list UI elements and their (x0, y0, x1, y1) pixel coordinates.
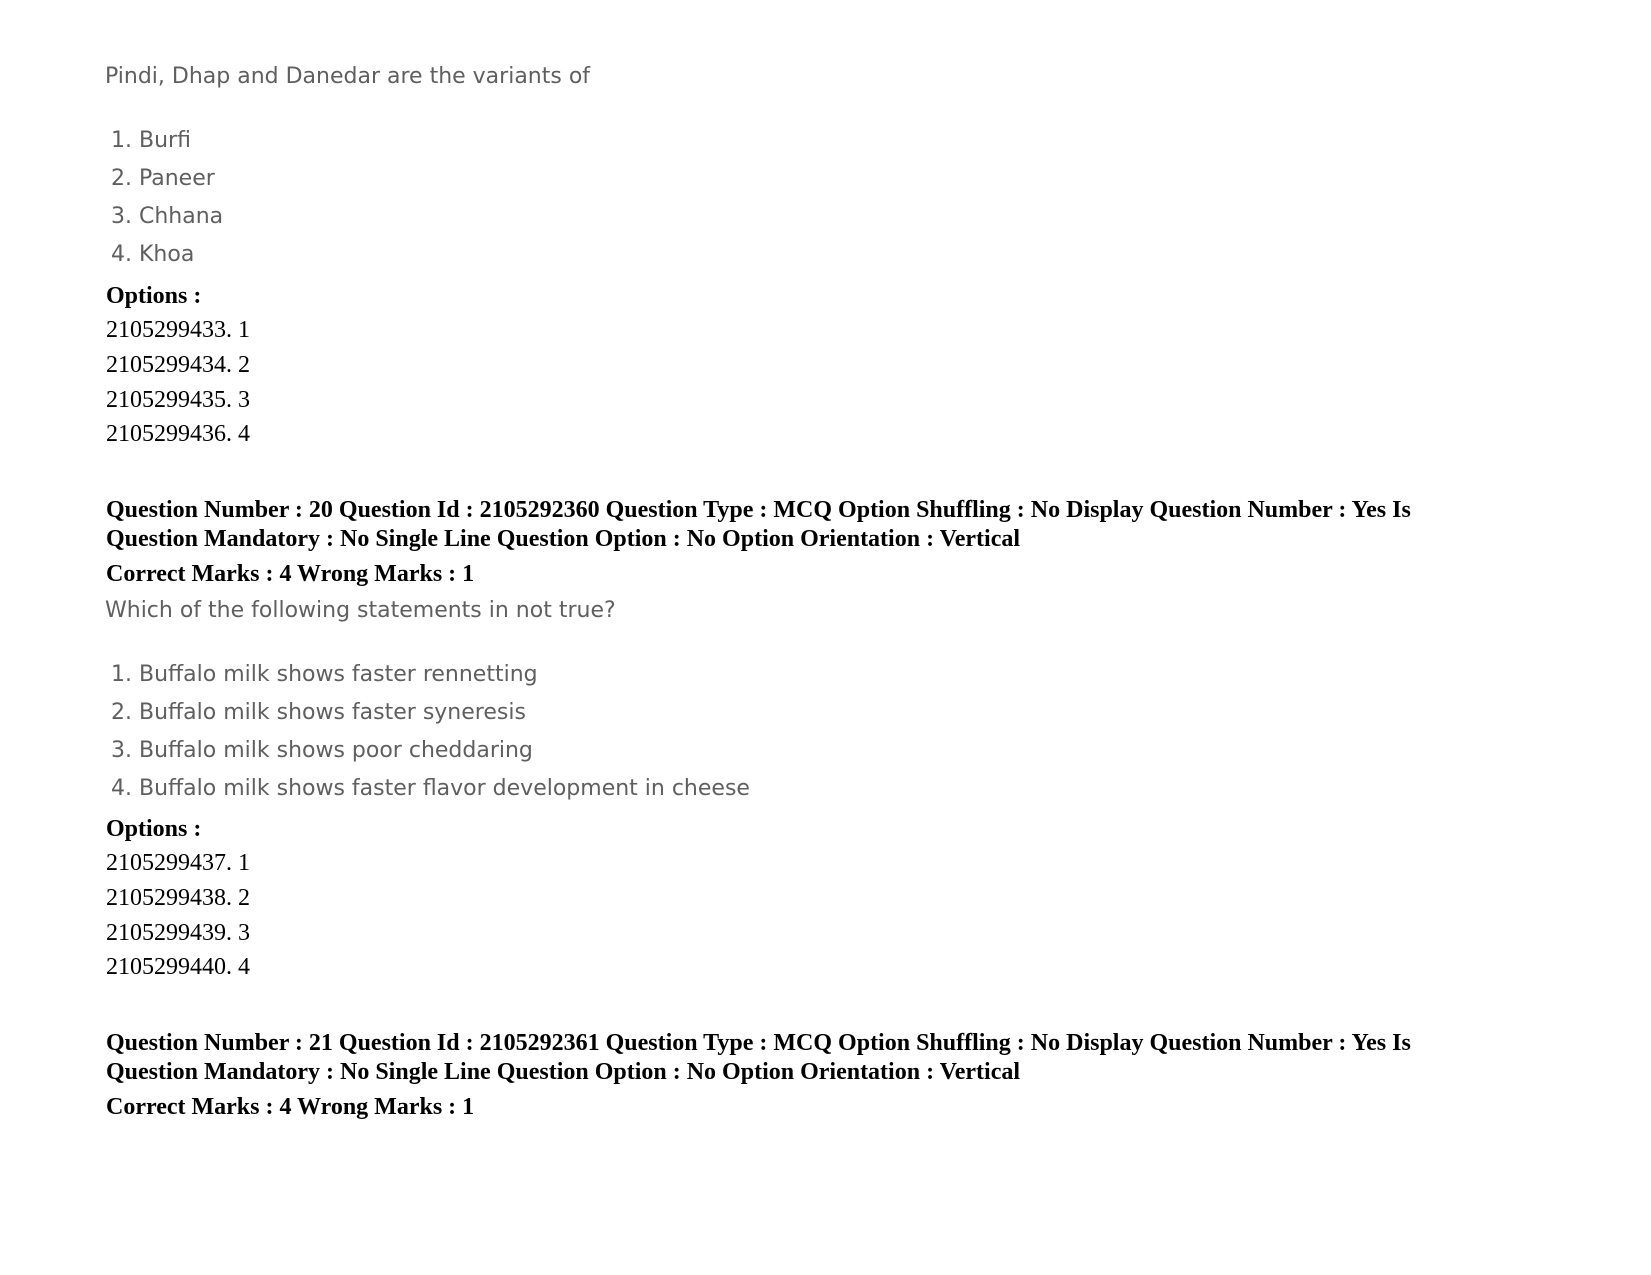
choice-item: 3. Buffalo milk shows poor cheddaring (111, 738, 533, 763)
choice-item: 2. Buffalo milk shows faster syneresis (111, 700, 526, 725)
options-label: Options : (106, 283, 202, 309)
options-label: Options : (106, 816, 202, 842)
choice-item: 2. Paneer (111, 166, 215, 191)
option-item: 2105299440. 4 (106, 954, 250, 980)
choice-item: 3. Chhana (111, 204, 224, 229)
choice-item: 1. Buffalo milk shows faster rennetting (111, 662, 538, 687)
question-stem: Which of the following statements in not true? (105, 598, 616, 623)
question-header-line: Question Number : 20 Question Id : 2105292360 Question Type : MCQ Option Shuffling : No Display Question Number : Yes Is (106, 497, 1411, 523)
option-item: 2105299435. 3 (106, 387, 250, 413)
question-header-line: Question Number : 21 Question Id : 2105292361 Question Type : MCQ Option Shuffling : No Display Question Number : Yes Is (106, 1030, 1411, 1056)
option-item: 2105299437. 1 (106, 850, 250, 876)
question-marks: Correct Marks : 4 Wrong Marks : 1 (106, 1094, 475, 1120)
option-item: 2105299439. 3 (106, 920, 250, 946)
question-marks: Correct Marks : 4 Wrong Marks : 1 (106, 561, 475, 587)
question-stem: Pindi, Dhap and Danedar are the variants of (105, 64, 591, 89)
option-item: 2105299434. 2 (106, 352, 250, 378)
option-item: 2105299433. 1 (106, 317, 250, 343)
question-header-line: Question Mandatory : No Single Line Question Option : No Option Orientation : Vertical (106, 1059, 1021, 1085)
choice-item: 4. Buffalo milk shows faster flavor development in cheese (111, 776, 750, 801)
choice-item: 4. Khoa (111, 242, 195, 267)
option-item: 2105299438. 2 (106, 885, 250, 911)
choice-item: 1. Burfi (111, 128, 191, 153)
question-header-line: Question Mandatory : No Single Line Question Option : No Option Orientation : Vertical (106, 526, 1021, 552)
option-item: 2105299436. 4 (106, 421, 250, 447)
